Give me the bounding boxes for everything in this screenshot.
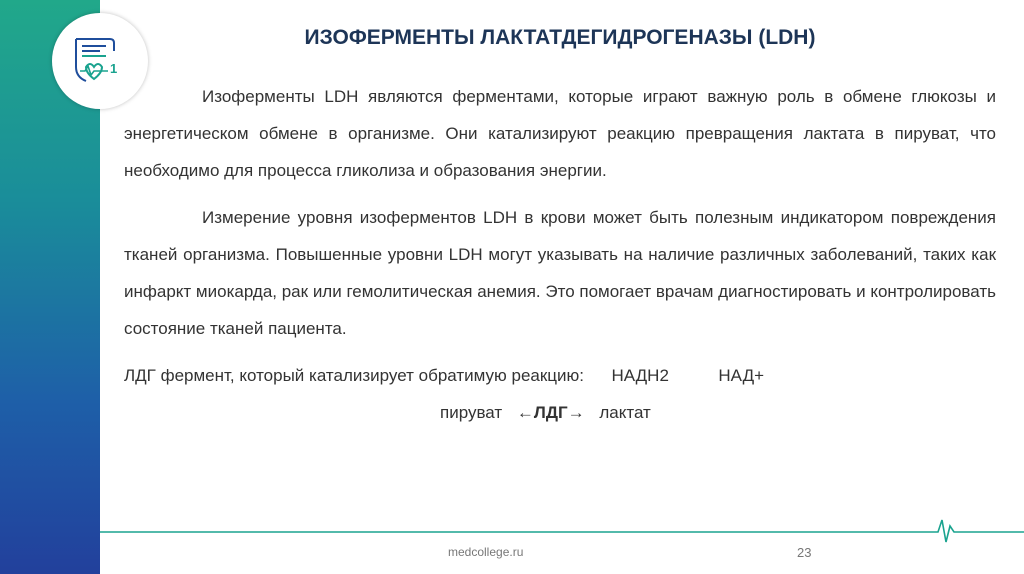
college-logo-icon bbox=[72, 37, 128, 85]
paragraph-1: Изоферменты LDH являются ферментами, которые играют важную роль в обмене глюкозы и энергетическом обмене в организме. Они катализируют реакцию превращения лактата в пируват, что необходимо для процесса гликолиза и образования энергии. bbox=[124, 87, 996, 180]
reaction-line bbox=[124, 357, 996, 394]
formula-ldg-arrow: ←ЛДГ→ bbox=[516, 403, 585, 422]
svg-text:1: 1 bbox=[110, 61, 118, 76]
page-number: 23 bbox=[797, 545, 812, 560]
formula-lactate: лактат bbox=[599, 403, 651, 422]
footer-site: medcollege.ru bbox=[448, 545, 524, 559]
slide-title: ИЗОФЕРМЕНТЫ ЛАКТАТДЕГИДРОГЕНАЗЫ (LDH) bbox=[304, 26, 816, 49]
slide-body bbox=[124, 78, 996, 394]
reaction-formula bbox=[440, 403, 651, 423]
heartbeat-line-icon bbox=[100, 516, 1024, 546]
reaction-text: ЛДГ фермент, который катализирует обратимую реакцию: bbox=[124, 366, 585, 385]
cofactor-nadh2: НАДН2 bbox=[611, 366, 669, 385]
formula-pyruvate: пируват bbox=[440, 403, 503, 422]
paragraph-2: Измерение уровня изоферментов LDH в крови может быть полезным индикатором повреждения тканей организма. Повышенные уровни LDH могут указывать на наличие различных заболеваний, таких как инфаркт миокарда, рак или гемолитическая анемия. Это помогает врачам диагностировать и контролировать состояние тканей пациента. bbox=[124, 208, 996, 338]
cofactor-nad: НАД+ bbox=[718, 366, 765, 385]
